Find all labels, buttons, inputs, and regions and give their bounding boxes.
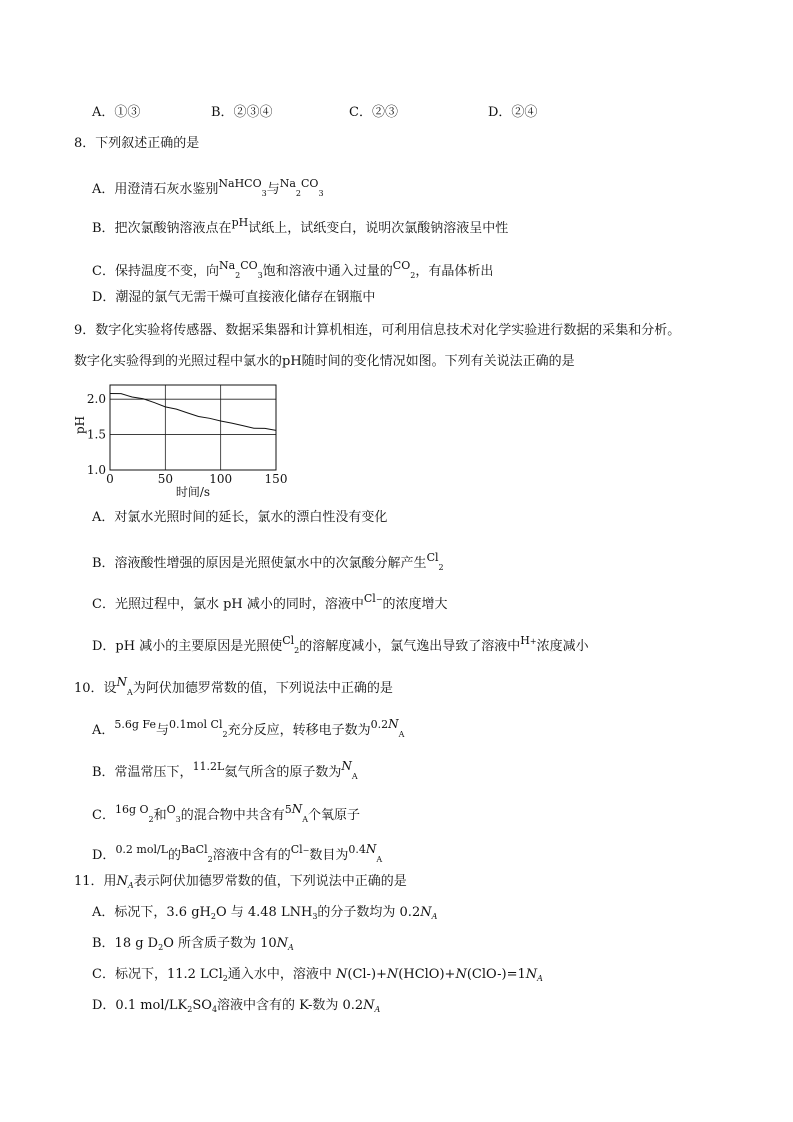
q10-stem: 10．设$N_A$为阿伏加德罗常数的值，下列说法中正确的是 — [74, 675, 393, 697]
x-tick-label-150: 150 — [264, 472, 288, 486]
y-tick-label-1.5: 1.5 — [86, 427, 106, 442]
x-tick-label-0: 0 — [106, 472, 114, 486]
q9-option-c: C．光照过程中，氯水 pH 减小的同时，溶液中$^{Cl-}$的浓度增大 — [92, 592, 448, 612]
q10-option-a: A．$^{5.6g Fe}$与$^{0.1mol Cl}_2$充分反应，转移电子数为$^{0.2}N_A$ — [92, 717, 405, 739]
q8-option-c: C．保持温度不变，向$^{Na}_2^{CO}_3$饱和溶液中通入过量的$^{CO}_2$，有晶体析出 — [92, 259, 494, 280]
q7-option-c: C．②③ — [349, 105, 398, 120]
x-tick-label-100: 100 — [209, 472, 233, 486]
q9-option-d: D．pH 减小的主要原因是光照使$^{Cl}_2$的溶解度减小，氯气逸出导致了溶液中$^{H+}$浓度减小 — [92, 634, 589, 655]
chart-ticks — [87, 392, 288, 486]
q11-option-d: D．0.1 mol/$LK_2SO_4$溶液中含有的 K-数为 $0.2N_A$ — [92, 998, 381, 1014]
q11-stem: 11．用$N_A$表示阿伏加德罗常数的值，下列说法中正确的是 — [74, 874, 407, 890]
q8-option-d: D．潮湿的氯气无需干燥可直接液化储存在钢瓶中 — [92, 290, 376, 305]
q9-stem-line-1: 9．数字化实验将传感器、数据采集器和计算机相连，可利用信息技术对化学实验进行数据的采集和分析。 — [74, 323, 681, 338]
q9-stem-line-2: 数字化实验得到的光照过程中氯水的pH随时间的变化情况如图。下列有关说法正确的是 — [74, 354, 575, 369]
y-tick-label-1: 1.0 — [86, 463, 106, 477]
q11-option-c: C．标况下，11.2 LCl$_2$通入水中，溶液中 $N(Cl-)+N(HClO)+N(ClO-)=1N_A$ — [92, 967, 543, 983]
q7-option-d: D．②④ — [488, 105, 538, 120]
q8-option-b: B．把次氯酸钠溶液点在$^{pH}$试纸上，试纸变白，说明次氯酸钠溶液呈中性 — [92, 216, 509, 236]
q7-option-a: A．①③ — [92, 105, 141, 120]
q9-option-a: A．对氯水光照时间的延长，氯水的漂白性没有变化 — [92, 510, 388, 525]
q7-option-b: B．②③④ — [211, 105, 273, 120]
q11-option-b: B．18 g $D_2O$ 所含质子数为 $10N_A$ — [92, 936, 294, 952]
y-tick-label-2: 2.0 — [86, 392, 106, 407]
y-axis-label: pH — [73, 415, 87, 435]
x-axis-label: 时间/s — [175, 485, 211, 499]
ph-time-chart — [70, 375, 290, 500]
q11-option-a: A．标况下，3.6 $gH_2O$ 与 4.48 $LNH_3$的分子数均为 $0.2N_A$ — [92, 905, 438, 921]
x-tick-label-50: 50 — [157, 472, 173, 486]
q10-option-c: C．$^{16g O}_2$和$^O_3$的混合物中共含有$^5N_A$个氧原子 — [92, 802, 361, 824]
q9-option-b: B．溶液酸性增强的原因是光照使氯水中的次氯酸分解产生$^{Cl}_2$ — [92, 551, 444, 572]
q10-option-d: D．$^{0.2 mol/L}$的$^{BaCl}_2$溶液中含有的$^{Cl-}$数目为$^{0.4}N_A$ — [92, 842, 383, 864]
q8-stem: 8．下列叙述正确的是 — [74, 136, 200, 151]
q10-option-b: B．常温常压下，$^{11.2L}$氦气所含的原子数为$N_A$ — [92, 759, 358, 781]
q8-option-a: A．用澄清石灰水鉴别$^{NaHCO}_3$与$^{Na}_2^{CO}_3$ — [92, 177, 324, 198]
